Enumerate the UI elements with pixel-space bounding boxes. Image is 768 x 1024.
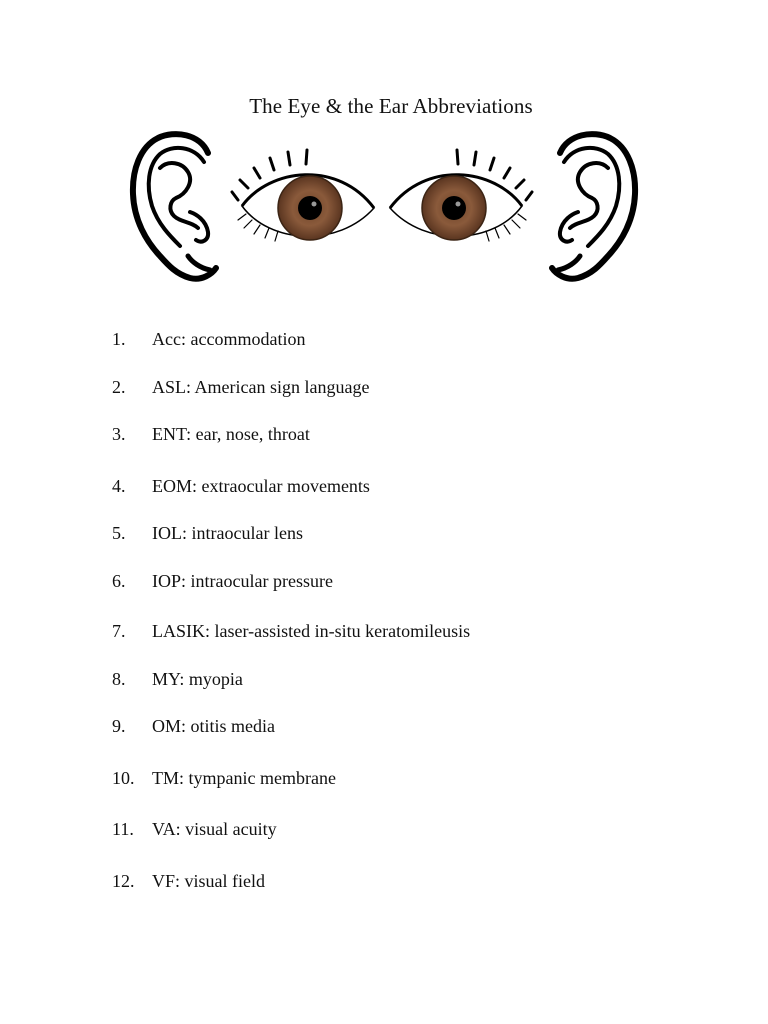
item-text: ASL: American sign language [152,377,370,397]
item-number: 12. [112,871,135,891]
list-item [0,473,700,499]
item-text: LASIK: laser-assisted in-situ keratomileusis [152,621,471,641]
item-text: OM: otitis media [152,716,275,736]
list-item [0,713,700,739]
page-title: The Eye & the Ear Abbreviations [249,94,533,118]
item-text: ENT: ear, nose, throat [152,424,310,444]
item-text: EOM: extraocular movements [152,476,370,496]
item-number: 11. [112,819,134,839]
list-item [0,666,700,692]
item-number: 6. [112,571,126,591]
list-item [0,374,700,400]
item-number: 3. [112,424,126,444]
item-text: IOL: intraocular lens [152,523,303,543]
item-text: VA: visual acuity [152,819,277,839]
list-item [0,816,700,842]
item-text: IOP: intraocular pressure [152,571,333,591]
item-number: 8. [112,669,126,689]
item-text: MY: myopia [152,669,243,689]
item-text: TM: tympanic membrane [152,768,336,788]
item-number: 1. [112,329,126,349]
item-text: Acc: accommodation [152,329,306,349]
item-number: 10. [112,768,135,788]
item-number: 4. [112,476,126,496]
list-item [0,421,700,447]
item-number: 7. [112,621,126,641]
list-item [0,765,700,791]
list-item [0,326,700,352]
item-number: 2. [112,377,126,397]
list-item [0,868,700,894]
list-item [0,618,700,644]
item-number: 5. [112,523,126,543]
item-text: VF: visual field [152,871,265,891]
item-number: 9. [112,716,126,736]
list-item [0,568,700,594]
list-item [0,520,700,546]
